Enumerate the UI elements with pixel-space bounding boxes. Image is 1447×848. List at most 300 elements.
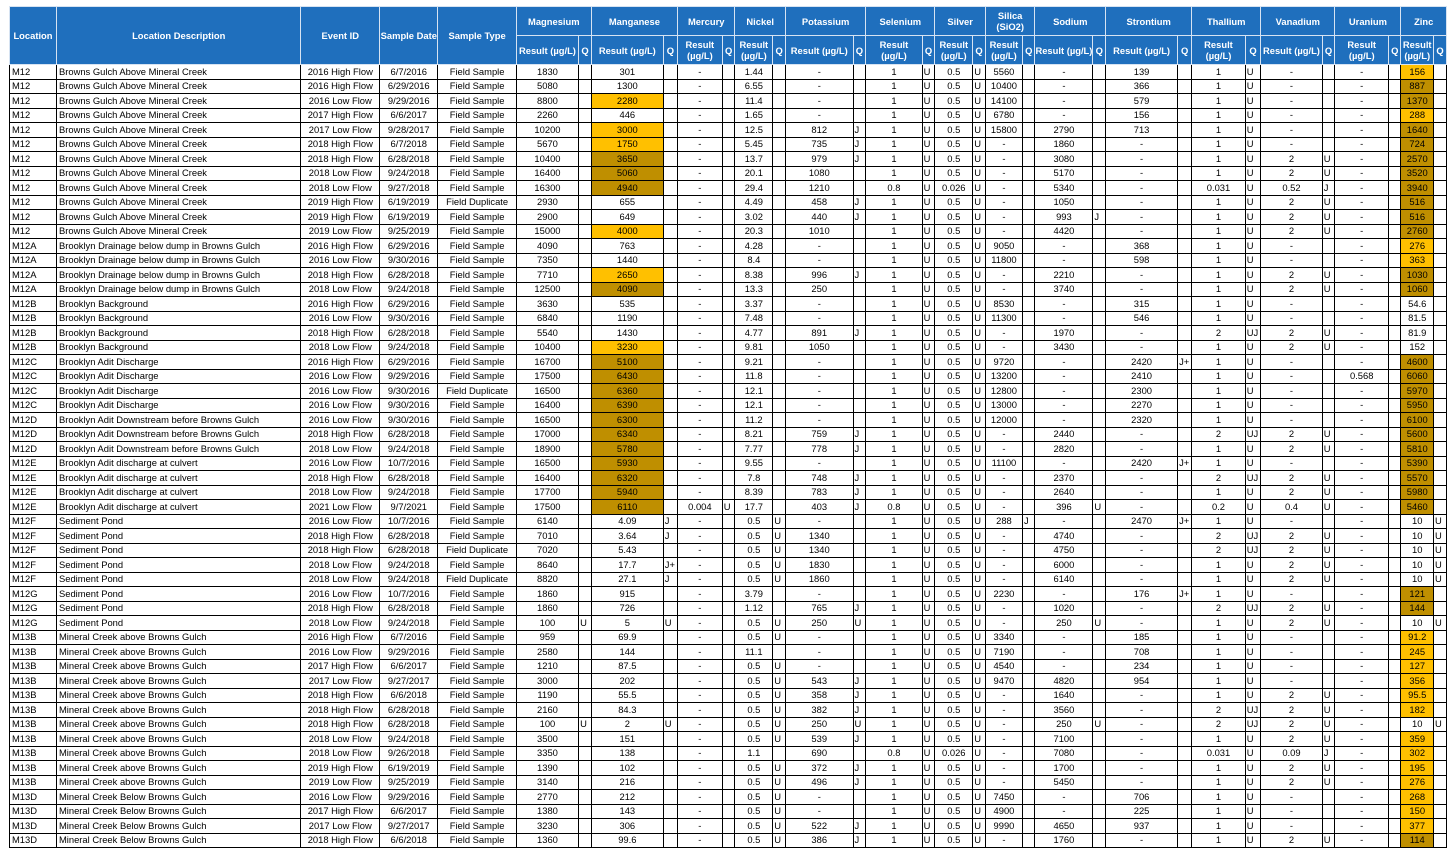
cell-qualifier[interactable]: U xyxy=(973,645,986,660)
cell-qualifier[interactable] xyxy=(579,703,592,718)
cell-result[interactable]: - xyxy=(1335,688,1389,703)
cell-location[interactable]: M12 xyxy=(10,210,57,225)
cell-qualifier[interactable] xyxy=(1093,340,1106,355)
cell-qualifier[interactable]: U xyxy=(973,558,986,573)
cell-qualifier[interactable] xyxy=(1322,674,1335,689)
cell-result[interactable]: 1 xyxy=(1192,833,1246,848)
cell-qualifier[interactable] xyxy=(1093,181,1106,196)
cell-result[interactable]: - xyxy=(677,195,722,210)
cell-qualifier[interactable] xyxy=(1023,253,1035,268)
cell-qualifier[interactable]: U xyxy=(922,616,935,631)
cell-sample-type[interactable]: Field Sample xyxy=(438,123,516,138)
cell-result[interactable]: - xyxy=(985,326,1022,341)
cell-result[interactable]: 0.5 xyxy=(735,732,773,747)
cell-result[interactable]: 16400 xyxy=(516,471,578,486)
cell-location-description[interactable]: Brooklyn Background xyxy=(56,326,300,341)
cell-qualifier[interactable] xyxy=(1322,108,1335,123)
cell-qualifier[interactable] xyxy=(1434,369,1447,384)
header-analyte[interactable]: Nickel xyxy=(735,7,786,36)
cell-result[interactable]: 121 xyxy=(1401,587,1434,602)
cell-result[interactable]: 2210 xyxy=(1035,268,1093,283)
cell-qualifier[interactable]: U xyxy=(1245,688,1260,703)
cell-qualifier[interactable]: U xyxy=(973,253,986,268)
cell-event-id[interactable]: 2018 Low Flow xyxy=(301,558,380,573)
cell-result[interactable]: 1750 xyxy=(591,137,663,152)
cell-result[interactable]: 1.12 xyxy=(735,601,773,616)
cell-qualifier[interactable]: U xyxy=(773,703,786,718)
cell-result[interactable]: - xyxy=(677,761,722,776)
cell-result[interactable]: 0.026 xyxy=(935,746,973,761)
cell-result[interactable]: - xyxy=(677,601,722,616)
cell-result[interactable]: 1 xyxy=(866,616,922,631)
cell-qualifier[interactable]: U xyxy=(973,268,986,283)
cell-qualifier[interactable] xyxy=(1093,601,1106,616)
cell-qualifier[interactable] xyxy=(1389,645,1401,660)
cell-qualifier[interactable] xyxy=(722,514,735,529)
cell-qualifier[interactable] xyxy=(663,761,677,776)
cell-qualifier[interactable] xyxy=(722,529,735,544)
cell-qualifier[interactable]: U xyxy=(973,775,986,790)
cell-result[interactable]: 2440 xyxy=(1035,427,1093,442)
table-row[interactable] xyxy=(10,65,1447,80)
cell-qualifier[interactable]: U xyxy=(1434,717,1447,732)
cell-result[interactable]: 1390 xyxy=(516,761,578,776)
cell-result[interactable]: 10200 xyxy=(516,123,578,138)
cell-result[interactable]: 4090 xyxy=(516,239,578,254)
cell-qualifier[interactable] xyxy=(1434,137,1447,152)
cell-result[interactable]: - xyxy=(1106,601,1178,616)
cell-sample-date[interactable]: 6/28/2018 xyxy=(380,326,438,341)
cell-qualifier[interactable] xyxy=(1093,746,1106,761)
cell-qualifier[interactable] xyxy=(1023,297,1035,312)
cell-result[interactable]: 54.6 xyxy=(1401,297,1434,312)
cell-result[interactable]: 216 xyxy=(591,775,663,790)
cell-qualifier[interactable] xyxy=(579,529,592,544)
cell-result[interactable]: 11.1 xyxy=(735,645,773,660)
cell-result[interactable]: 0.52 xyxy=(1261,181,1322,196)
cell-result[interactable]: 1760 xyxy=(1035,833,1093,848)
header-analyte[interactable]: Silica (SiO2) xyxy=(985,7,1035,36)
cell-qualifier[interactable] xyxy=(579,601,592,616)
cell-result[interactable]: 4820 xyxy=(1035,674,1093,689)
table-row[interactable] xyxy=(10,326,1447,341)
cell-result[interactable]: 8640 xyxy=(516,558,578,573)
header-result[interactable]: Result (µg/L) xyxy=(677,36,722,65)
cell-qualifier[interactable] xyxy=(1434,79,1447,94)
cell-result[interactable]: 0.5 xyxy=(935,94,973,109)
cell-qualifier[interactable]: U xyxy=(922,485,935,500)
cell-result[interactable]: - xyxy=(677,471,722,486)
cell-result[interactable]: 765 xyxy=(785,601,853,616)
cell-result[interactable]: - xyxy=(1335,311,1389,326)
cell-result[interactable]: 1 xyxy=(866,413,922,428)
cell-qualifier[interactable]: U xyxy=(973,79,986,94)
cell-qualifier[interactable] xyxy=(579,108,592,123)
cell-qualifier[interactable] xyxy=(722,790,735,805)
cell-result[interactable]: 4090 xyxy=(591,282,663,297)
cell-qualifier[interactable] xyxy=(1023,717,1035,732)
cell-qualifier[interactable]: U xyxy=(973,398,986,413)
cell-location-description[interactable]: Mineral Creek Below Browns Gulch xyxy=(56,819,300,834)
cell-qualifier[interactable]: U xyxy=(1322,442,1335,457)
cell-qualifier[interactable] xyxy=(1023,804,1035,819)
cell-qualifier[interactable] xyxy=(579,500,592,515)
cell-qualifier[interactable] xyxy=(579,311,592,326)
cell-result[interactable]: 1 xyxy=(1192,616,1246,631)
cell-result[interactable]: - xyxy=(1106,195,1178,210)
cell-qualifier[interactable] xyxy=(1023,195,1035,210)
cell-result[interactable]: 5600 xyxy=(1401,427,1434,442)
cell-qualifier[interactable] xyxy=(722,282,735,297)
cell-result[interactable]: 6840 xyxy=(516,311,578,326)
header-qualifier[interactable]: Q xyxy=(922,36,935,65)
cell-result[interactable]: 2 xyxy=(1192,427,1246,442)
cell-qualifier[interactable]: U xyxy=(922,282,935,297)
cell-qualifier[interactable] xyxy=(1434,587,1447,602)
table-row[interactable] xyxy=(10,761,1447,776)
cell-sample-date[interactable]: 9/24/2018 xyxy=(380,166,438,181)
cell-qualifier[interactable] xyxy=(663,427,677,442)
cell-location[interactable]: M12 xyxy=(10,152,57,167)
cell-sample-date[interactable]: 10/7/2016 xyxy=(380,456,438,471)
table-row[interactable] xyxy=(10,398,1447,413)
cell-result[interactable]: - xyxy=(985,210,1022,225)
cell-sample-date[interactable]: 9/25/2019 xyxy=(380,775,438,790)
cell-result[interactable]: 288 xyxy=(1401,108,1434,123)
cell-sample-date[interactable]: 10/7/2016 xyxy=(380,514,438,529)
cell-result[interactable]: 368 xyxy=(1106,239,1178,254)
cell-qualifier[interactable] xyxy=(1093,297,1106,312)
table-row[interactable] xyxy=(10,253,1447,268)
cell-result[interactable]: 356 xyxy=(1401,674,1434,689)
cell-result[interactable]: 1 xyxy=(866,79,922,94)
cell-event-id[interactable]: 2016 High Flow xyxy=(301,239,380,254)
table-row[interactable] xyxy=(10,804,1447,819)
cell-qualifier[interactable]: U xyxy=(922,804,935,819)
cell-qualifier[interactable] xyxy=(1389,572,1401,587)
cell-qualifier[interactable]: U xyxy=(973,369,986,384)
cell-result[interactable]: 0.5 xyxy=(735,833,773,848)
header-qualifier[interactable]: Q xyxy=(773,36,786,65)
cell-result[interactable]: - xyxy=(677,616,722,631)
cell-qualifier[interactable]: U xyxy=(922,369,935,384)
cell-result[interactable]: - xyxy=(1335,79,1389,94)
cell-qualifier[interactable] xyxy=(1389,166,1401,181)
cell-result[interactable]: 10 xyxy=(1401,717,1434,732)
cell-result[interactable]: 1 xyxy=(1192,210,1246,225)
cell-result[interactable]: 2 xyxy=(1192,529,1246,544)
cell-result[interactable]: 993 xyxy=(1035,210,1093,225)
cell-result[interactable]: 1 xyxy=(1192,790,1246,805)
cell-result[interactable]: 0.5 xyxy=(735,543,773,558)
cell-sample-type[interactable]: Field Sample xyxy=(438,601,516,616)
cell-result[interactable]: 1830 xyxy=(785,558,853,573)
cell-qualifier[interactable]: J xyxy=(663,572,677,587)
cell-result[interactable]: 152 xyxy=(1401,340,1434,355)
cell-result[interactable]: - xyxy=(1261,369,1322,384)
cell-qualifier[interactable] xyxy=(1023,268,1035,283)
cell-result[interactable]: 276 xyxy=(1401,239,1434,254)
cell-qualifier[interactable] xyxy=(773,166,786,181)
header-result[interactable]: Result (µg/L) xyxy=(866,36,922,65)
cell-sample-type[interactable]: Field Sample xyxy=(438,311,516,326)
cell-result[interactable]: - xyxy=(1106,268,1178,283)
cell-result[interactable]: 16400 xyxy=(516,398,578,413)
cell-result[interactable]: - xyxy=(985,543,1022,558)
cell-location[interactable]: M12 xyxy=(10,181,57,196)
cell-result[interactable]: 143 xyxy=(591,804,663,819)
cell-result[interactable]: - xyxy=(677,311,722,326)
cell-sample-date[interactable]: 6/6/2018 xyxy=(380,688,438,703)
cell-result[interactable]: 5080 xyxy=(516,79,578,94)
cell-qualifier[interactable] xyxy=(1023,819,1035,834)
cell-qualifier[interactable] xyxy=(663,790,677,805)
cell-location-description[interactable]: Brooklyn Adit Discharge xyxy=(56,369,300,384)
cell-result[interactable]: - xyxy=(1335,543,1389,558)
cell-result[interactable]: 212 xyxy=(591,790,663,805)
cell-qualifier[interactable] xyxy=(722,645,735,660)
cell-qualifier[interactable]: U xyxy=(1093,717,1106,732)
cell-qualifier[interactable] xyxy=(722,79,735,94)
cell-result[interactable]: 7080 xyxy=(1035,746,1093,761)
cell-qualifier[interactable] xyxy=(1434,645,1447,660)
cell-qualifier[interactable] xyxy=(663,224,677,239)
cell-qualifier[interactable]: U xyxy=(973,239,986,254)
cell-result[interactable]: 16500 xyxy=(516,413,578,428)
cell-result[interactable]: 1 xyxy=(866,195,922,210)
cell-result[interactable]: 2 xyxy=(1261,543,1322,558)
cell-event-id[interactable]: 2018 Low Flow xyxy=(301,442,380,457)
table-row[interactable] xyxy=(10,833,1447,848)
cell-qualifier[interactable]: U xyxy=(1322,572,1335,587)
cell-qualifier[interactable] xyxy=(1322,311,1335,326)
cell-result[interactable]: 1010 xyxy=(785,224,853,239)
cell-result[interactable]: 156 xyxy=(1401,65,1434,80)
cell-result[interactable]: 114 xyxy=(1401,833,1434,848)
cell-qualifier[interactable] xyxy=(663,746,677,761)
cell-sample-date[interactable]: 9/25/2019 xyxy=(380,224,438,239)
header-sample-date[interactable]: Sample Date xyxy=(380,7,438,65)
cell-qualifier[interactable]: J xyxy=(853,833,866,848)
cell-qualifier[interactable]: U xyxy=(973,616,986,631)
cell-qualifier[interactable]: U xyxy=(973,166,986,181)
cell-qualifier[interactable] xyxy=(579,398,592,413)
cell-sample-type[interactable]: Field Sample xyxy=(438,79,516,94)
cell-result[interactable]: 522 xyxy=(785,819,853,834)
cell-qualifier[interactable]: U xyxy=(922,166,935,181)
cell-result[interactable]: - xyxy=(785,659,853,674)
table-row[interactable] xyxy=(10,819,1447,834)
cell-result[interactable]: 0.5 xyxy=(935,601,973,616)
cell-sample-type[interactable]: Field Sample xyxy=(438,152,516,167)
cell-qualifier[interactable] xyxy=(853,369,866,384)
cell-result[interactable]: - xyxy=(1106,326,1178,341)
cell-location[interactable]: M12 xyxy=(10,224,57,239)
cell-qualifier[interactable]: U xyxy=(773,674,786,689)
cell-qualifier[interactable] xyxy=(853,543,866,558)
cell-location[interactable]: M12B xyxy=(10,326,57,341)
cell-qualifier[interactable] xyxy=(1023,123,1035,138)
cell-result[interactable]: 2 xyxy=(1261,210,1322,225)
cell-location-description[interactable]: Mineral Creek Below Browns Gulch xyxy=(56,804,300,819)
cell-qualifier[interactable] xyxy=(773,326,786,341)
cell-result[interactable]: 891 xyxy=(785,326,853,341)
cell-qualifier[interactable] xyxy=(1093,384,1106,399)
table-row[interactable] xyxy=(10,558,1447,573)
cell-result[interactable]: 6320 xyxy=(591,471,663,486)
cell-result[interactable]: 1060 xyxy=(1401,282,1434,297)
cell-result[interactable]: - xyxy=(1335,674,1389,689)
cell-qualifier[interactable] xyxy=(1023,558,1035,573)
cell-result[interactable]: - xyxy=(1261,94,1322,109)
cell-qualifier[interactable] xyxy=(663,775,677,790)
cell-qualifier[interactable]: U xyxy=(663,717,677,732)
cell-result[interactable]: 1440 xyxy=(591,253,663,268)
cell-result[interactable]: 0.5 xyxy=(935,239,973,254)
cell-result[interactable]: 1 xyxy=(866,572,922,587)
cell-result[interactable]: - xyxy=(1106,775,1178,790)
cell-result[interactable]: 7020 xyxy=(516,543,578,558)
cell-result[interactable]: - xyxy=(1106,137,1178,152)
cell-qualifier[interactable]: U xyxy=(922,732,935,747)
cell-location[interactable]: M12 xyxy=(10,79,57,94)
cell-result[interactable]: 1 xyxy=(866,297,922,312)
cell-event-id[interactable]: 2017 Low Flow xyxy=(301,674,380,689)
cell-qualifier[interactable] xyxy=(853,311,866,326)
cell-result[interactable]: - xyxy=(1035,297,1093,312)
cell-event-id[interactable]: 2016 Low Flow xyxy=(301,645,380,660)
cell-sample-type[interactable]: Field Sample xyxy=(438,442,516,457)
cell-result[interactable]: 0.5 xyxy=(735,529,773,544)
cell-qualifier[interactable] xyxy=(1178,645,1192,660)
cell-event-id[interactable]: 2016 Low Flow xyxy=(301,456,380,471)
cell-location[interactable]: M12C xyxy=(10,369,57,384)
cell-qualifier[interactable]: J+ xyxy=(1178,456,1192,471)
cell-result[interactable]: 1 xyxy=(1192,688,1246,703)
cell-event-id[interactable]: 2019 High Flow xyxy=(301,210,380,225)
cell-qualifier[interactable] xyxy=(1178,804,1192,819)
cell-result[interactable]: 0.5 xyxy=(735,558,773,573)
cell-qualifier[interactable]: U xyxy=(1245,746,1260,761)
cell-result[interactable]: 3940 xyxy=(1401,181,1434,196)
cell-qualifier[interactable] xyxy=(773,94,786,109)
header-result[interactable]: Result (µg/L) xyxy=(1335,36,1389,65)
cell-result[interactable]: - xyxy=(1335,355,1389,370)
cell-result[interactable]: - xyxy=(677,558,722,573)
cell-result[interactable]: - xyxy=(985,442,1022,457)
cell-event-id[interactable]: 2018 High Flow xyxy=(301,427,380,442)
cell-sample-type[interactable]: Field Sample xyxy=(438,819,516,834)
cell-qualifier[interactable] xyxy=(1434,239,1447,254)
cell-result[interactable]: 16500 xyxy=(516,384,578,399)
cell-result[interactable]: - xyxy=(985,717,1022,732)
cell-result[interactable]: 6060 xyxy=(1401,369,1434,384)
header-result[interactable]: Result (µg/L) xyxy=(985,36,1022,65)
cell-qualifier[interactable]: U xyxy=(922,601,935,616)
cell-result[interactable]: 1 xyxy=(866,485,922,500)
cell-qualifier[interactable] xyxy=(722,543,735,558)
cell-result[interactable]: 1360 xyxy=(516,833,578,848)
cell-qualifier[interactable]: U xyxy=(1322,775,1335,790)
cell-result[interactable]: 11300 xyxy=(985,311,1022,326)
cell-result[interactable]: - xyxy=(1335,804,1389,819)
cell-result[interactable]: 288 xyxy=(985,514,1022,529)
cell-qualifier[interactable]: U xyxy=(663,616,677,631)
cell-qualifier[interactable] xyxy=(722,195,735,210)
cell-qualifier[interactable]: U xyxy=(973,804,986,819)
cell-location[interactable]: M12A xyxy=(10,282,57,297)
header-result[interactable]: Result (µg/L) xyxy=(1035,36,1093,65)
cell-qualifier[interactable] xyxy=(773,500,786,515)
cell-qualifier[interactable] xyxy=(579,340,592,355)
cell-result[interactable]: - xyxy=(1106,833,1178,848)
table-row[interactable] xyxy=(10,224,1447,239)
cell-qualifier[interactable] xyxy=(722,311,735,326)
cell-location-description[interactable]: Browns Gulch Above Mineral Creek xyxy=(56,166,300,181)
cell-result[interactable]: - xyxy=(1335,152,1389,167)
cell-result[interactable]: 3230 xyxy=(516,819,578,834)
cell-qualifier[interactable] xyxy=(663,253,677,268)
cell-result[interactable]: 1 xyxy=(866,355,922,370)
cell-qualifier[interactable] xyxy=(1389,804,1401,819)
cell-result[interactable]: 1 xyxy=(1192,282,1246,297)
cell-result[interactable]: 2320 xyxy=(1106,413,1178,428)
cell-result[interactable]: 6340 xyxy=(591,427,663,442)
cell-result[interactable]: 0.09 xyxy=(1261,746,1322,761)
cell-sample-type[interactable]: Field Sample xyxy=(438,775,516,790)
cell-qualifier[interactable] xyxy=(1093,761,1106,776)
cell-qualifier[interactable] xyxy=(579,572,592,587)
cell-qualifier[interactable]: U xyxy=(1322,152,1335,167)
cell-location-description[interactable]: Brooklyn Adit discharge at culvert xyxy=(56,485,300,500)
cell-result[interactable]: 0.5 xyxy=(935,268,973,283)
cell-result[interactable]: 2410 xyxy=(1106,369,1178,384)
cell-result[interactable]: 4.09 xyxy=(591,514,663,529)
cell-sample-date[interactable]: 6/28/2018 xyxy=(380,268,438,283)
cell-result[interactable]: 1030 xyxy=(1401,268,1434,283)
cell-qualifier[interactable] xyxy=(1434,210,1447,225)
cell-result[interactable]: - xyxy=(1335,297,1389,312)
cell-result[interactable]: 0.568 xyxy=(1335,369,1389,384)
cell-result[interactable]: 1.65 xyxy=(735,108,773,123)
cell-result[interactable]: - xyxy=(1035,311,1093,326)
cell-result[interactable]: 100 xyxy=(516,616,578,631)
table-row[interactable] xyxy=(10,659,1447,674)
cell-qualifier[interactable]: U xyxy=(1245,239,1260,254)
cell-result[interactable]: - xyxy=(1261,630,1322,645)
cell-qualifier[interactable] xyxy=(1178,311,1192,326)
cell-location[interactable]: M12G xyxy=(10,601,57,616)
cell-location-description[interactable]: Browns Gulch Above Mineral Creek xyxy=(56,94,300,109)
cell-sample-type[interactable]: Field Sample xyxy=(438,587,516,602)
cell-sample-date[interactable]: 6/19/2019 xyxy=(380,761,438,776)
cell-sample-date[interactable]: 6/29/2016 xyxy=(380,297,438,312)
cell-qualifier[interactable] xyxy=(1093,166,1106,181)
cell-event-id[interactable]: 2019 Low Flow xyxy=(301,775,380,790)
cell-qualifier[interactable] xyxy=(853,65,866,80)
cell-qualifier[interactable]: U xyxy=(922,79,935,94)
cell-qualifier[interactable] xyxy=(1093,442,1106,457)
cell-event-id[interactable]: 2019 Low Flow xyxy=(301,224,380,239)
cell-event-id[interactable]: 2018 High Flow xyxy=(301,543,380,558)
cell-result[interactable]: 315 xyxy=(1106,297,1178,312)
cell-qualifier[interactable] xyxy=(1178,123,1192,138)
cell-qualifier[interactable] xyxy=(722,268,735,283)
cell-qualifier[interactable] xyxy=(1389,790,1401,805)
cell-event-id[interactable]: 2017 Low Flow xyxy=(301,123,380,138)
cell-result[interactable]: 195 xyxy=(1401,761,1434,776)
cell-result[interactable]: 7710 xyxy=(516,268,578,283)
